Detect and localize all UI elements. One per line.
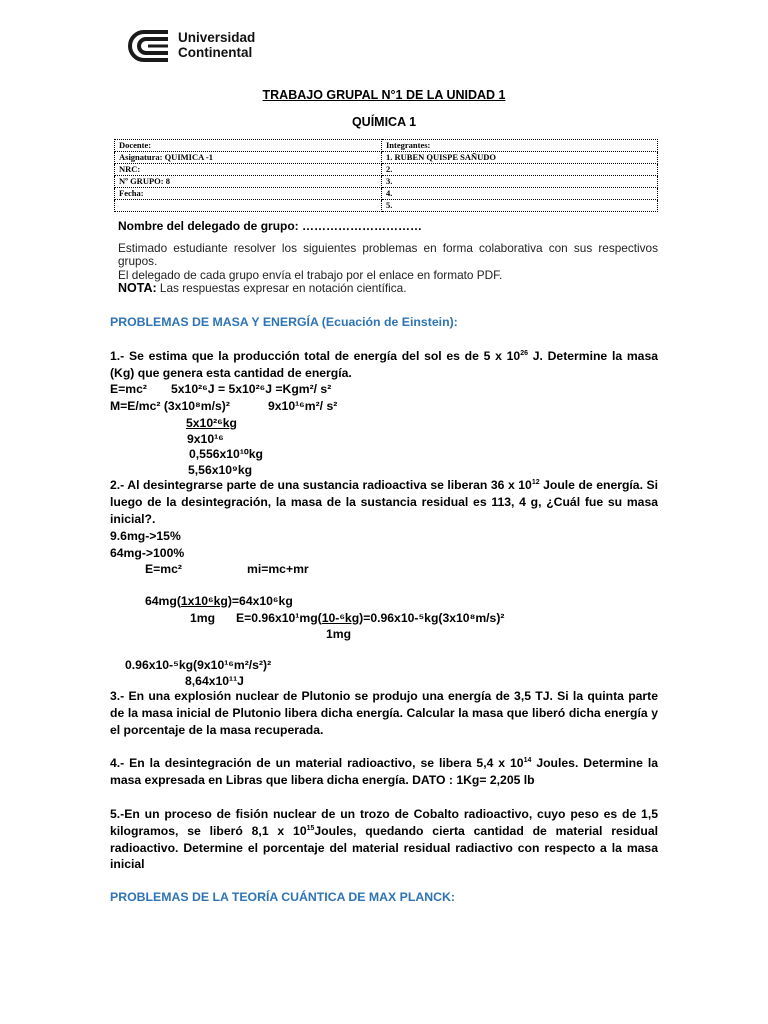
- section-heading-planck: PROBLEMAS DE LA TEORÍA CUÁNTICA DE MAX PLANCK:: [110, 890, 455, 904]
- instruction-paragraph: Estimado estudiante resolver los siguientes problemas en forma colaborativa con sus respectivos grupos.: [118, 241, 658, 269]
- logo-text: Universidad Continental: [178, 30, 256, 60]
- work-line: 5x10²⁶J = 5x10²⁶J =Kgm²/ s²: [171, 382, 332, 396]
- instruction-paragraph: El delegado de cada grupo envía el trabajo por el enlace en formato PDF.: [118, 267, 503, 282]
- problem-4: 4.- En la desintegración de un material radioactivo, se libera 5,4 x $10^{14}$ Joules. Determine la masa expresada en Libras que libera dicha energía. DATO : 1Kg= 2,205 lb: [110, 756, 658, 787]
- table-row: [115, 200, 658, 212]
- work-line: E=mc²: [145, 562, 182, 576]
- table-cell: 2.: [382, 164, 658, 176]
- table-row: [115, 140, 658, 152]
- problem-5: 5.-En un proceso de fisión nuclear de un trozo de Cobalto radioactivo, cuyo peso es de 1,5 kilogramos, se liberó 8,1 x $10^{15}Joules$, quedando cierta cantidad de material residual radioactivo. Determine el porcentaje del material residual radiactivo con respecto a la masa inicial: [110, 807, 658, 872]
- work-line: 0,556x10¹⁰kg: [189, 447, 263, 461]
- table-cell: 1. RUBEN QUISPE SAÑUDO: [382, 152, 658, 164]
- work-line: 5,56x10⁹kg: [188, 463, 253, 477]
- table-row: [115, 188, 658, 200]
- university-logo: [124, 28, 264, 64]
- document-title: TRABAJO GRUPAL N°1 DE LA UNIDAD 1: [262, 88, 506, 102]
- table-row: [115, 152, 658, 164]
- work-line: 9x10¹⁶m²/ s²: [268, 399, 338, 413]
- note: NOTA: Las respuestas expresar en notación científica.: [118, 281, 407, 296]
- table-cell: Fecha:: [115, 188, 382, 200]
- table-row: [115, 164, 658, 176]
- table-cell: 3.: [382, 176, 658, 188]
- logo-mark-icon: [124, 29, 172, 63]
- work-line: 1mg: [326, 627, 352, 641]
- work-line: E=mc²: [110, 382, 147, 396]
- table-cell: Asignatura: QUIMICA -1: [115, 152, 382, 164]
- problem-3: 3.- En una explosión nuclear de Plutonio se produjo una energía de 3,5 TJ. Si la quinta parte de la masa inicial de Plutonio libera dicha energía. Calcular la masa que liberó dicha energía y el porcentaje de la masa recuperada.: [110, 689, 658, 737]
- delegate-name-line: Nombre del delegado de grupo: …………………………: [118, 219, 423, 233]
- problem-1: 1.- Se estima que la producción total de energía del sol es de 5 x $10^{26}$ J. Determine la masa (Kg) que genera esta cantidad de energía.: [110, 349, 658, 380]
- work-line: mi=mc+mr: [247, 562, 309, 576]
- work-line: 64mg(1x10⁶kg)=64x10⁶kg: [145, 594, 293, 608]
- note-label: NOTA:: [118, 281, 157, 296]
- work-line: 9x10¹⁶: [187, 432, 224, 446]
- work-line: 5x10²⁶kg: [186, 416, 238, 430]
- work-line: 1mg: [190, 611, 216, 625]
- table-cell: Docente:: [115, 140, 382, 152]
- document-subtitle: QUÍMICA 1: [351, 115, 417, 129]
- problem-2: 2.- Al desintegrarse parte de una sustancia radioactiva se liberan 36 x $10^{12}$ Joule de energía. Si luego de la desintegración, la masa de la sustancia residual es 113, 4 g, ¿Cuál fue su masa inicial?.: [110, 478, 658, 526]
- table-cell: NRC:: [115, 164, 382, 176]
- work-line: E=0.96x10¹mg(10-⁶kg)=0.96x10-⁵kg(3x10⁸m/s)²: [236, 611, 505, 625]
- group-info-table: [114, 139, 658, 212]
- table-row: [115, 176, 658, 188]
- work-line: M=E/mc² (3x10⁸m/s)²: [110, 399, 230, 413]
- section-heading-mass-energy: PROBLEMAS DE MASA Y ENERGÍA (Ecuación de Einstein):: [110, 315, 458, 329]
- table-cell: 5.: [382, 200, 658, 212]
- work-line: 64mg->100%: [110, 546, 185, 560]
- table-cell: 4.: [382, 188, 658, 200]
- table-cell: Nº GRUPO: 8: [115, 176, 382, 188]
- work-line: 0.96x10-⁵kg(9x10¹⁶m²/s²)²: [125, 658, 272, 672]
- table-cell: Integrantes:: [382, 140, 658, 152]
- table-cell: [115, 200, 382, 212]
- work-line: 8,64x10¹¹J: [185, 674, 244, 688]
- work-line: 9.6mg->15%: [110, 529, 181, 543]
- instructions: [118, 242, 658, 296]
